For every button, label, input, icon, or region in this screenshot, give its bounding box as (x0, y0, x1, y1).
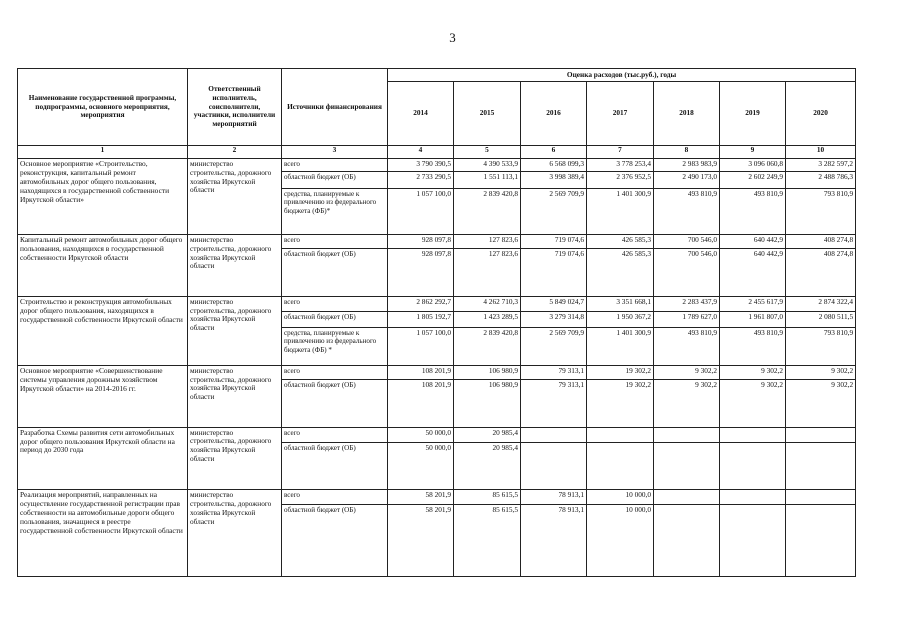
source-label: средства, планируемые к привлечению из федерального бюджета (ФБ) * (282, 327, 388, 365)
amount-cell: 58 201,9 (388, 490, 454, 504)
amount-cell (587, 427, 654, 442)
amount-cell: 1 950 367,2 (587, 312, 654, 327)
activity-name: Строительство и реконструкция автомобильных дорог общего пользования, находящихся в государственной собственности Иркутской области (18, 296, 188, 365)
amount-cell: 9 302,2 (720, 365, 786, 379)
header-year: 2016 (521, 82, 587, 146)
amount-cell: 2 080 511,5 (786, 312, 856, 327)
executor: министерство строительства, дорожного хозяйства Иркутской области (188, 159, 282, 235)
amount-cell: 2 569 709,9 (521, 327, 587, 365)
amount-cell: 408 274,8 (786, 235, 856, 248)
amount-cell (786, 490, 856, 504)
header-estimate: Оценка расходов (тыс.руб.), годы (388, 69, 856, 82)
column-number: 9 (720, 146, 786, 159)
amount-cell: 3 279 314,8 (521, 312, 587, 327)
amount-cell: 700 546,0 (654, 235, 720, 248)
amount-cell (786, 504, 856, 576)
amount-cell: 793 810,9 (786, 327, 856, 365)
source-label: областной бюджет (ОБ) (282, 443, 388, 490)
amount-cell: 2 602 249,9 (720, 172, 786, 188)
amount-cell (587, 443, 654, 490)
amount-cell: 4 262 710,3 (454, 296, 521, 311)
amount-cell: 108 201,9 (388, 380, 454, 427)
header-name: Наименование государственной программы, подпрограммы, основного мероприятия, мероприятия (18, 69, 188, 146)
amount-cell: 4 390 533,9 (454, 159, 521, 172)
table-row (18, 365, 856, 379)
amount-cell: 79 313,1 (521, 380, 587, 427)
source-label: всего (282, 235, 388, 248)
activity-name: Основное мероприятие «Строительство, реконструкция, капитальный ремонт автомобильных дорог общего пользования, находящихся в государственной собственности Иркутской области» (18, 159, 188, 235)
amount-cell: 700 546,0 (654, 248, 720, 296)
column-number: 8 (654, 146, 720, 159)
amount-cell: 2 455 617,9 (720, 296, 786, 311)
amount-cell: 426 585,3 (587, 235, 654, 248)
amount-cell (654, 490, 720, 504)
amount-cell: 2 283 437,9 (654, 296, 720, 311)
amount-cell: 2 874 322,4 (786, 296, 856, 311)
header-year: 2014 (388, 82, 454, 146)
amount-cell: 20 985,4 (454, 443, 521, 490)
amount-cell: 2 490 173,0 (654, 172, 720, 188)
activity-name: Основное мероприятие «Совершенствование системы управления дорожным хозяйством Иркутской области» на 2014-2016 гг. (18, 365, 188, 427)
amount-cell: 78 913,1 (521, 504, 587, 576)
amount-cell: 106 980,9 (454, 365, 521, 379)
amount-cell (786, 443, 856, 490)
amount-cell (521, 443, 587, 490)
amount-cell: 1 057 100,0 (388, 188, 454, 234)
amount-cell: 2 569 709,9 (521, 188, 587, 234)
amount-cell (720, 490, 786, 504)
amount-cell (720, 427, 786, 442)
source-label: областной бюджет (ОБ) (282, 248, 388, 296)
executor: министерство строительства, дорожного хозяйства Иркутской области (188, 365, 282, 427)
amount-cell: 127 823,6 (454, 235, 521, 248)
amount-cell: 2 862 292,7 (388, 296, 454, 311)
amount-cell: 3 282 597,2 (786, 159, 856, 172)
amount-cell: 2 839 420,8 (454, 327, 521, 365)
amount-cell: 19 302,2 (587, 365, 654, 379)
header-year: 2020 (786, 82, 856, 146)
amount-cell: 3 096 060,8 (720, 159, 786, 172)
amount-cell: 408 274,8 (786, 248, 856, 296)
amount-cell (720, 504, 786, 576)
amount-cell: 79 313,1 (521, 365, 587, 379)
amount-cell: 58 201,9 (388, 504, 454, 576)
column-number: 6 (521, 146, 587, 159)
column-number: 1 (18, 146, 188, 159)
amount-cell: 3 351 668,1 (587, 296, 654, 311)
activity-name: Разработка Схемы развития сети автомобильных дорог общего пользования Иркутской области на период до 2030 года (18, 427, 188, 490)
amount-cell (786, 427, 856, 442)
amount-cell: 127 823,6 (454, 248, 521, 296)
amount-cell: 106 980,9 (454, 380, 521, 427)
amount-cell: 719 074,6 (521, 235, 587, 248)
source-label: всего (282, 365, 388, 379)
amount-cell (654, 427, 720, 442)
amount-cell: 5 849 024,7 (521, 296, 587, 311)
table-row (18, 296, 856, 311)
column-number: 7 (587, 146, 654, 159)
amount-cell: 10 000,0 (587, 504, 654, 576)
executor: министерство строительства, дорожного хозяйства Иркутской области (188, 235, 282, 297)
column-number: 2 (188, 146, 282, 159)
amount-cell: 85 615,5 (454, 504, 521, 576)
amount-cell: 1 551 113,1 (454, 172, 521, 188)
amount-cell: 1 401 300,9 (587, 188, 654, 234)
amount-cell: 1 057 100,0 (388, 327, 454, 365)
table-row (18, 490, 856, 504)
header-executor: Ответственный исполнитель, соисполнители, участники, исполнители мероприятий (188, 69, 282, 146)
amount-cell: 2 733 290,5 (388, 172, 454, 188)
amount-cell: 20 985,4 (454, 427, 521, 442)
amount-cell (654, 504, 720, 576)
table-row (18, 427, 856, 442)
amount-cell: 50 000,0 (388, 443, 454, 490)
amount-cell: 426 585,3 (587, 248, 654, 296)
amount-cell: 1 401 300,9 (587, 327, 654, 365)
amount-cell: 2 839 420,8 (454, 188, 521, 234)
amount-cell: 9 302,2 (654, 365, 720, 379)
amount-cell: 640 442,9 (720, 248, 786, 296)
source-label: областной бюджет (ОБ) (282, 312, 388, 327)
amount-cell: 10 000,0 (587, 490, 654, 504)
amount-cell: 719 074,6 (521, 248, 587, 296)
table-row (18, 235, 856, 248)
amount-cell: 1 423 289,5 (454, 312, 521, 327)
amount-cell: 928 097,8 (388, 235, 454, 248)
amount-cell: 2 488 786,3 (786, 172, 856, 188)
page-number: 3 (449, 30, 456, 45)
column-number: 3 (282, 146, 388, 159)
amount-cell: 3 998 389,4 (521, 172, 587, 188)
amount-cell: 85 615,5 (454, 490, 521, 504)
amount-cell: 1 961 807,0 (720, 312, 786, 327)
amount-cell: 50 000,0 (388, 427, 454, 442)
amount-cell: 493 810,9 (720, 327, 786, 365)
header-year: 2017 (587, 82, 654, 146)
amount-cell: 3 778 253,4 (587, 159, 654, 172)
amount-cell: 1 805 192,7 (388, 312, 454, 327)
amount-cell: 2 376 952,5 (587, 172, 654, 188)
amount-cell: 78 913,1 (521, 490, 587, 504)
column-number: 10 (786, 146, 856, 159)
amount-cell: 9 302,2 (786, 365, 856, 379)
amount-cell: 493 810,9 (654, 327, 720, 365)
source-label: всего (282, 490, 388, 504)
expenditure-table (17, 68, 856, 577)
amount-cell: 9 302,2 (786, 380, 856, 427)
amount-cell: 793 810,9 (786, 188, 856, 234)
amount-cell: 493 810,9 (720, 188, 786, 234)
amount-cell: 108 201,9 (388, 365, 454, 379)
amount-cell (521, 427, 587, 442)
column-number: 4 (388, 146, 454, 159)
source-label: всего (282, 427, 388, 442)
amount-cell: 2 983 983,9 (654, 159, 720, 172)
activity-name: Реализация мероприятий, направленных на осуществление государственной регистрации прав собственности на автомобильные дороги общего пользования, значащиеся в реестре государственной собственности Иркутской области (18, 490, 188, 577)
amount-cell: 493 810,9 (654, 188, 720, 234)
source-label: средства, планируемые к привлечению из федерального бюджета (ФБ)* (282, 188, 388, 234)
amount-cell: 9 302,2 (654, 380, 720, 427)
executor: министерство строительства, дорожного хозяйства Иркутской области (188, 296, 282, 365)
source-label: областной бюджет (ОБ) (282, 172, 388, 188)
activity-name: Капитальный ремонт автомобильных дорог общего пользования, находящихся в государственной собственности Иркутской области (18, 235, 188, 297)
amount-cell: 6 568 099,3 (521, 159, 587, 172)
amount-cell: 3 790 390,5 (388, 159, 454, 172)
source-label: областной бюджет (ОБ) (282, 380, 388, 427)
amount-cell (654, 443, 720, 490)
amount-cell (720, 443, 786, 490)
executor: министерство строительства, дорожного хозяйства Иркутской области (188, 490, 282, 577)
source-label: всего (282, 159, 388, 172)
source-label: областной бюджет (ОБ) (282, 504, 388, 576)
amount-cell: 19 302,2 (587, 380, 654, 427)
source-label: всего (282, 296, 388, 311)
amount-cell: 1 789 627,0 (654, 312, 720, 327)
header-source: Источники финансирования (282, 69, 388, 146)
amount-cell: 928 097,8 (388, 248, 454, 296)
header-year: 2018 (654, 82, 720, 146)
column-number: 5 (454, 146, 521, 159)
executor: министерство строительства, дорожного хозяйства Иркутской области (188, 427, 282, 490)
amount-cell: 9 302,2 (720, 380, 786, 427)
table-row (18, 159, 856, 172)
header-year: 2015 (454, 82, 521, 146)
header-year: 2019 (720, 82, 786, 146)
amount-cell: 640 442,9 (720, 235, 786, 248)
